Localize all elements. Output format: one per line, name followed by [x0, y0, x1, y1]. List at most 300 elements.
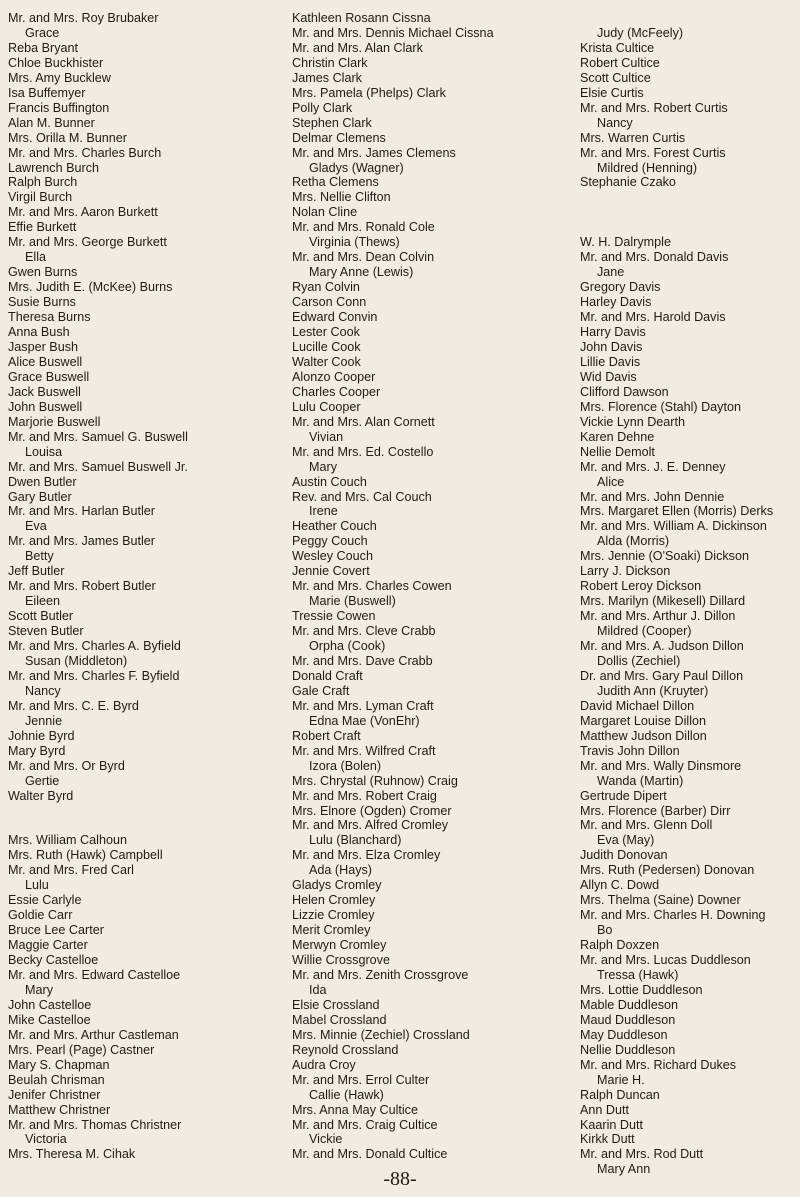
spacer: [580, 205, 800, 220]
entry-name: Maud Duddleson: [580, 1012, 676, 1027]
entry-member: Nancy: [597, 115, 633, 130]
name-entry: [292, 325, 582, 340]
name-entry: [292, 490, 582, 520]
name-entry: [580, 310, 800, 325]
entry-name: Mr. and Mrs. Dave Crabb: [292, 653, 433, 668]
entry-member: Mary Anne (Lewis): [309, 265, 414, 280]
entry-name: Mrs. Lottie Duddleson: [580, 982, 703, 997]
name-entry: [580, 430, 800, 445]
entry-name: Donald Craft: [292, 668, 363, 683]
entry-name: Mrs. Chrystal (Ruhnow) Craig: [292, 773, 458, 788]
name-entry: [292, 385, 582, 400]
entry-name: Mary S. Chapman: [8, 1057, 110, 1072]
name-entry: [292, 534, 582, 549]
name-entry: [580, 1043, 800, 1058]
entry-name: Rev. and Mrs. Cal Couch: [292, 489, 432, 504]
entry-name: May Duddleson: [580, 1027, 668, 1042]
name-entry: [292, 878, 582, 893]
entry-name: Lester Cook: [292, 325, 360, 340]
name-entry: [580, 878, 800, 893]
entry-name: Tressie Cowen: [292, 609, 376, 624]
name-entry: [580, 848, 800, 863]
name-entry: [8, 415, 283, 430]
name-entry: [8, 908, 283, 923]
entry-member: Lulu (Blanchard): [309, 833, 402, 848]
entry-member: Vickie: [309, 1132, 343, 1147]
entry-name: Mrs. Anna May Cultice: [292, 1102, 418, 1117]
name-entry: [580, 1103, 800, 1118]
spacer: [580, 220, 800, 235]
name-entry: [8, 1013, 283, 1028]
name-entry: [580, 400, 800, 415]
entry-member: Wanda (Martin): [597, 773, 684, 788]
entry-name: Mr. and Mrs. Charles H. Downing: [580, 908, 766, 923]
entry-name: Mrs. Judith E. (McKee) Burns: [8, 280, 173, 295]
name-entry: [580, 385, 800, 400]
name-entry: [8, 998, 283, 1013]
entry-name: Mr. and Mrs. Ed. Costello: [292, 444, 434, 459]
entry-name: Heather Couch: [292, 519, 377, 534]
name-entry: [292, 131, 582, 146]
entry-member: Vivian: [309, 429, 344, 444]
entry-name: W. H. Dalrymple: [580, 235, 671, 250]
entry-name: Mike Castelloe: [8, 1012, 91, 1027]
entry-name: Mr. and Mrs. A. Judson Dillon: [580, 639, 744, 654]
name-entry: [8, 310, 283, 325]
entry-name: Susie Burns: [8, 295, 76, 310]
entry-member: Judith Ann (Kruyter): [597, 683, 709, 698]
name-entry: [292, 445, 582, 475]
name-entry: [8, 1103, 283, 1118]
name-entry: [8, 504, 283, 534]
entry-name: Mrs. Florence (Barber) Dirr: [580, 803, 731, 818]
entry-name: Mrs. Pearl (Page) Castner: [8, 1042, 155, 1057]
entry-name: Lizzie Cromley: [292, 908, 375, 923]
name-entry: [580, 744, 800, 759]
entry-name: Elsie Curtis: [580, 85, 644, 100]
entry-name: Mr. and Mrs. Charles F. Byfield: [8, 668, 180, 683]
entry-name: Francis Buffington: [8, 100, 110, 115]
name-entry: [8, 490, 283, 505]
entry-member: Eileen: [25, 594, 61, 609]
entry-member: Tressa (Hawk): [597, 968, 679, 982]
name-entry: [292, 11, 582, 26]
name-entry: [8, 475, 283, 490]
name-entry: [580, 415, 800, 430]
name-entry: [8, 295, 283, 310]
name-entry: [580, 699, 800, 714]
name-entry: [8, 893, 283, 908]
entry-name: Mr. and Mrs. Samuel G. Buswell: [8, 429, 188, 444]
entry-name: Nolan Cline: [292, 205, 358, 220]
entry-member: Edna Mae (VonEhr): [309, 713, 420, 728]
name-entry: [8, 11, 283, 41]
entry-name: Mr. and Mrs. Samuel Buswell Jr.: [8, 459, 188, 474]
entry-name: Lulu Cooper: [292, 399, 361, 414]
name-entry: [580, 295, 800, 310]
name-entry: [8, 609, 283, 624]
name-entry: [580, 1028, 800, 1043]
entry-name: Mr. and Mrs. George Burkett: [8, 235, 167, 250]
name-entry: [8, 1088, 283, 1103]
name-entry: [292, 789, 582, 804]
name-entry: [580, 175, 800, 190]
entry-member: Dollis (Zechiel): [597, 653, 681, 668]
name-entry: [580, 639, 800, 669]
entry-name: John Davis: [580, 339, 643, 354]
entry-name: John Buswell: [8, 399, 83, 414]
name-entry: [8, 460, 283, 475]
entry-name: Kirkk Dutt: [580, 1132, 635, 1147]
entry-name: Mrs. Marilyn (Mikesell) Dillard: [580, 594, 746, 609]
entry-name: Mrs. Nellie Clifton: [292, 190, 391, 205]
name-entry: [580, 1088, 800, 1103]
name-entry: [8, 699, 283, 729]
entry-name: Theresa Burns: [8, 310, 91, 325]
entry-name: Mr. and Mrs. Lucas Duddleson: [580, 953, 751, 968]
entry-name: Walter Cook: [292, 354, 361, 369]
entry-name: Vickie Lynn Dearth: [580, 414, 686, 429]
entry-name: Mrs. William Calhoun: [8, 833, 127, 848]
name-entry: [8, 71, 283, 86]
name-entry: [580, 908, 800, 938]
entry-member: Betty: [25, 549, 54, 564]
name-entry: [580, 131, 800, 146]
name-entry: [8, 265, 283, 280]
entry-name: Anna Bush: [8, 325, 70, 340]
entry-name: Mrs. Orilla M. Bunner: [8, 130, 127, 145]
entry-name: Jennie Covert: [292, 564, 370, 579]
entry-name: Reba Bryant: [8, 40, 79, 55]
entry-name: Walter Byrd: [8, 788, 74, 803]
entry-name: Jasper Bush: [8, 339, 79, 354]
entry-name: Mr. and Mrs. William A. Dickinson: [580, 519, 767, 534]
entry-name: Mr. and Mrs. Fred Carl: [8, 863, 134, 878]
name-entry: [8, 116, 283, 131]
name-entry: [8, 833, 283, 848]
entry-name: Mrs. Thelma (Saine) Downer: [580, 893, 741, 908]
name-entry: [292, 415, 582, 445]
name-entry: [292, 549, 582, 564]
entry-name: Mrs. Jennie (O'Soaki) Dickson: [580, 549, 749, 564]
entry-name: Essie Carlyle: [8, 893, 82, 908]
entry-name: Mrs. Elnore (Ogden) Cromer: [292, 803, 452, 818]
name-entry: [580, 1013, 800, 1028]
name-entry: [580, 325, 800, 340]
name-entry: [292, 475, 582, 490]
entry-name: Steven Butler: [8, 624, 84, 639]
name-entry: [292, 220, 582, 250]
name-entry: [580, 445, 800, 460]
entry-member: Grace: [25, 25, 60, 40]
name-entry: [292, 818, 582, 848]
entry-name: Retha Clemens: [292, 175, 379, 190]
name-entry: [580, 669, 800, 699]
entry-name: Ann Dutt: [580, 1102, 630, 1117]
entry-member: Ida: [309, 982, 327, 997]
entry-name: [580, 11, 800, 26]
entry-name: Mr. and Mrs. Aaron Burkett: [8, 205, 158, 220]
entry-name: Mr. and Mrs. James Clemens: [292, 145, 456, 160]
entry-member: Izora (Bolen): [309, 758, 382, 773]
entry-name: Reynold Crossland: [292, 1042, 399, 1057]
name-entry: [292, 280, 582, 295]
entry-member: Mary Ann: [597, 1162, 651, 1177]
entry-member: Marie (Buswell): [309, 594, 396, 609]
name-entry: [292, 340, 582, 355]
name-entry: [8, 370, 283, 385]
entry-name: Goldie Carr: [8, 908, 73, 923]
name-entry: [8, 729, 283, 744]
name-entry: [8, 564, 283, 579]
name-entry: [580, 41, 800, 56]
entry-name: Robert Craft: [292, 728, 361, 743]
entry-member: Jennie: [25, 713, 63, 728]
entry-name: Travis John Dillon: [580, 743, 680, 758]
entry-member: Lulu: [25, 878, 49, 893]
entry-name: Willie Crossgrove: [292, 953, 390, 968]
name-entry: [580, 86, 800, 101]
name-entry: [292, 669, 582, 684]
entry-name: Mrs. Florence (Stahl) Dayton: [580, 399, 741, 414]
entry-name: Mr. and Mrs. Harold Davis: [580, 310, 726, 325]
name-entry: [292, 250, 582, 280]
name-entry: [580, 579, 800, 594]
entry-name: Larry J. Dickson: [580, 564, 671, 579]
name-entry: [8, 190, 283, 205]
name-entry: [8, 400, 283, 415]
entry-name: Ralph Doxzen: [580, 938, 660, 953]
entry-name: Mrs. Margaret Ellen (Morris) Derks: [580, 504, 774, 519]
name-entry: [8, 220, 283, 235]
entry-name: Chloe Buckhister: [8, 55, 104, 70]
name-entry: [292, 86, 582, 101]
entry-name: Carson Conn: [292, 295, 367, 310]
entry-member: Mildred (Henning): [597, 160, 698, 175]
name-entry: [8, 146, 283, 161]
entry-member: Orpha (Cook): [309, 639, 386, 654]
name-entry: [292, 26, 582, 41]
name-entry: [8, 1043, 283, 1058]
name-entry: [292, 1103, 582, 1118]
name-entry: [8, 235, 283, 265]
name-entry: [292, 938, 582, 953]
name-entry: [292, 519, 582, 534]
name-entry: [292, 205, 582, 220]
entry-name: Jenifer Christner: [8, 1087, 101, 1102]
entry-name: Alice Buswell: [8, 354, 83, 369]
entry-name: Nellie Duddleson: [580, 1042, 676, 1057]
entry-name: Mr. and Mrs. Wilfred Craft: [292, 743, 436, 758]
name-entry: [580, 1132, 800, 1147]
name-entry: [580, 564, 800, 579]
entry-name: Elsie Crossland: [292, 997, 380, 1012]
entry-name: Becky Castelloe: [8, 953, 99, 968]
entry-name: Gary Butler: [8, 489, 72, 504]
entry-name: Mr. and Mrs. Edward Castelloe: [8, 968, 181, 982]
entry-name: Mr. and Mrs. James Butler: [8, 534, 155, 549]
name-entry: [8, 430, 283, 460]
entry-name: Mr. and Mrs. J. E. Denney: [580, 459, 726, 474]
name-entry: [292, 295, 582, 310]
entry-name: Mr. and Mrs. Dennis Michael Cissna: [292, 25, 494, 40]
name-entry: [580, 1118, 800, 1133]
name-entry: [580, 549, 800, 564]
entry-member: Alda (Morris): [597, 534, 670, 549]
entry-name: Mr. and Mrs. Robert Butler: [8, 579, 156, 594]
entry-name: Krista Cultice: [580, 40, 655, 55]
name-entry: [580, 355, 800, 370]
name-entry: [292, 355, 582, 370]
entry-name: Harley Davis: [580, 295, 652, 310]
name-entry: [8, 639, 283, 669]
name-entry: [8, 759, 283, 789]
entry-name: Mr. and Mrs. Alan Clark: [292, 40, 423, 55]
entry-name: Mr. and Mrs. Robert Curtis: [580, 100, 728, 115]
name-entry: [292, 893, 582, 908]
entry-name: Kathleen Rosann Cissna: [292, 11, 431, 25]
name-entry: [8, 86, 283, 101]
entry-member: Virginia (Thews): [309, 235, 400, 250]
entry-name: Mr. and Mrs. Cleve Crabb: [292, 624, 436, 639]
entry-name: Wid Davis: [580, 369, 637, 384]
name-column-1: [8, 11, 283, 1162]
entry-member: Susan (Middleton): [25, 653, 128, 668]
entry-name: Scott Cultice: [580, 70, 651, 85]
name-entry: [8, 953, 283, 968]
entry-member: Judy (McFeely): [597, 25, 684, 40]
name-entry: [8, 280, 283, 295]
name-entry: [8, 1073, 283, 1088]
entry-name: Wesley Couch: [292, 549, 373, 564]
name-entry: [8, 175, 283, 190]
name-entry: [8, 923, 283, 938]
name-entry: [292, 190, 582, 205]
entry-name: Mary Byrd: [8, 743, 66, 758]
name-entry: [292, 400, 582, 415]
entry-member: Mildred (Cooper): [597, 624, 692, 639]
entry-member: Marie H.: [597, 1072, 645, 1087]
entry-name: Lucille Cook: [292, 339, 361, 354]
entry-name: Nellie Demolt: [580, 444, 655, 459]
entry-name: Charles Cooper: [292, 384, 381, 399]
entry-name: Mr. and Mrs. Charles A. Byfield: [8, 639, 181, 654]
entry-name: Harry Davis: [580, 325, 646, 340]
entry-name: Delmar Clemens: [292, 130, 386, 145]
name-entry: [580, 11, 800, 41]
name-entry: [580, 340, 800, 355]
entry-name: Scott Butler: [8, 609, 74, 624]
name-entry: [580, 250, 800, 280]
entry-name: Robert Leroy Dickson: [580, 579, 702, 594]
name-entry: [8, 1058, 283, 1073]
entry-name: Stephen Clark: [292, 115, 372, 130]
entry-name: John Castelloe: [8, 997, 92, 1012]
entry-name: Maggie Carter: [8, 938, 88, 953]
name-entry: [580, 983, 800, 998]
name-entry: [292, 968, 582, 998]
name-entry: [292, 609, 582, 624]
entry-name: Marjorie Buswell: [8, 414, 101, 429]
name-entry: [292, 774, 582, 789]
name-entry: [292, 624, 582, 654]
name-entry: [292, 729, 582, 744]
entry-name: Mr. and Mrs. Alfred Cromley: [292, 818, 449, 833]
name-entry: [8, 744, 283, 759]
name-entry: [580, 759, 800, 789]
name-entry: [8, 1147, 283, 1162]
entry-name: Stephanie Czako: [580, 175, 676, 190]
name-entry: [8, 534, 283, 564]
name-entry: [292, 579, 582, 609]
entry-member: Irene: [309, 504, 338, 519]
entry-name: Isa Buffemyer: [8, 85, 86, 100]
name-entry: [292, 998, 582, 1013]
name-entry: [8, 848, 283, 863]
entry-member: Nancy: [25, 683, 61, 698]
name-entry: [292, 1073, 582, 1103]
name-entry: [8, 1118, 283, 1148]
name-entry: [580, 818, 800, 848]
entry-name: Mr. and Mrs. Donald Davis: [580, 250, 729, 265]
name-entry: [292, 41, 582, 56]
entry-name: Mr. and Mrs. Alan Cornett: [292, 414, 435, 429]
name-entry: [292, 1058, 582, 1073]
entry-name: Mabel Crossland: [292, 1012, 387, 1027]
entry-name: Mr. and Mrs. Charles Cowen: [292, 579, 452, 594]
entry-name: Matthew Christner: [8, 1102, 111, 1117]
entry-member: Mary: [309, 459, 337, 474]
entry-name: Judith Donovan: [580, 848, 668, 863]
entry-member: Alice: [597, 474, 625, 489]
entry-member: Gertie: [25, 773, 60, 788]
entry-name: Polly Clark: [292, 100, 353, 115]
entry-name: Peggy Couch: [292, 534, 368, 549]
name-entry: [292, 1013, 582, 1028]
entry-name: Margaret Louise Dillon: [580, 713, 706, 728]
name-entry: [580, 370, 800, 385]
name-entry: [580, 609, 800, 639]
name-entry: [292, 848, 582, 878]
name-entry: [8, 340, 283, 355]
entry-name: Ryan Colvin: [292, 280, 360, 295]
name-entry: [8, 863, 283, 893]
entry-name: Mr. and Mrs. Wally Dinsmore: [580, 758, 742, 773]
entry-name: Allyn C. Dowd: [580, 878, 660, 893]
spacer: [8, 818, 283, 833]
name-entry: [8, 385, 283, 400]
name-entry: [580, 714, 800, 729]
name-entry: [580, 893, 800, 908]
entry-name: Kaarin Dutt: [580, 1117, 643, 1132]
entry-name: Ralph Burch: [8, 175, 78, 190]
entry-name: Grace Buswell: [8, 369, 90, 384]
entry-name: Lillie Davis: [580, 354, 641, 369]
entry-name: Virgil Burch: [8, 190, 73, 205]
entry-name: Jeff Butler: [8, 564, 65, 579]
name-column-3: [580, 11, 800, 1177]
entry-name: Mr. and Mrs. Roy Brubaker: [8, 11, 159, 25]
entry-member: Victoria: [25, 1132, 67, 1147]
name-entry: [580, 729, 800, 744]
name-entry: [580, 863, 800, 878]
entry-name: Mr. and Mrs. Arthur J. Dillon: [580, 609, 736, 624]
name-entry: [8, 355, 283, 370]
name-entry: [580, 71, 800, 86]
entry-name: Ralph Duncan: [580, 1087, 660, 1102]
entry-name: Alonzo Cooper: [292, 369, 376, 384]
entry-name: Karen Dehne: [580, 429, 655, 444]
